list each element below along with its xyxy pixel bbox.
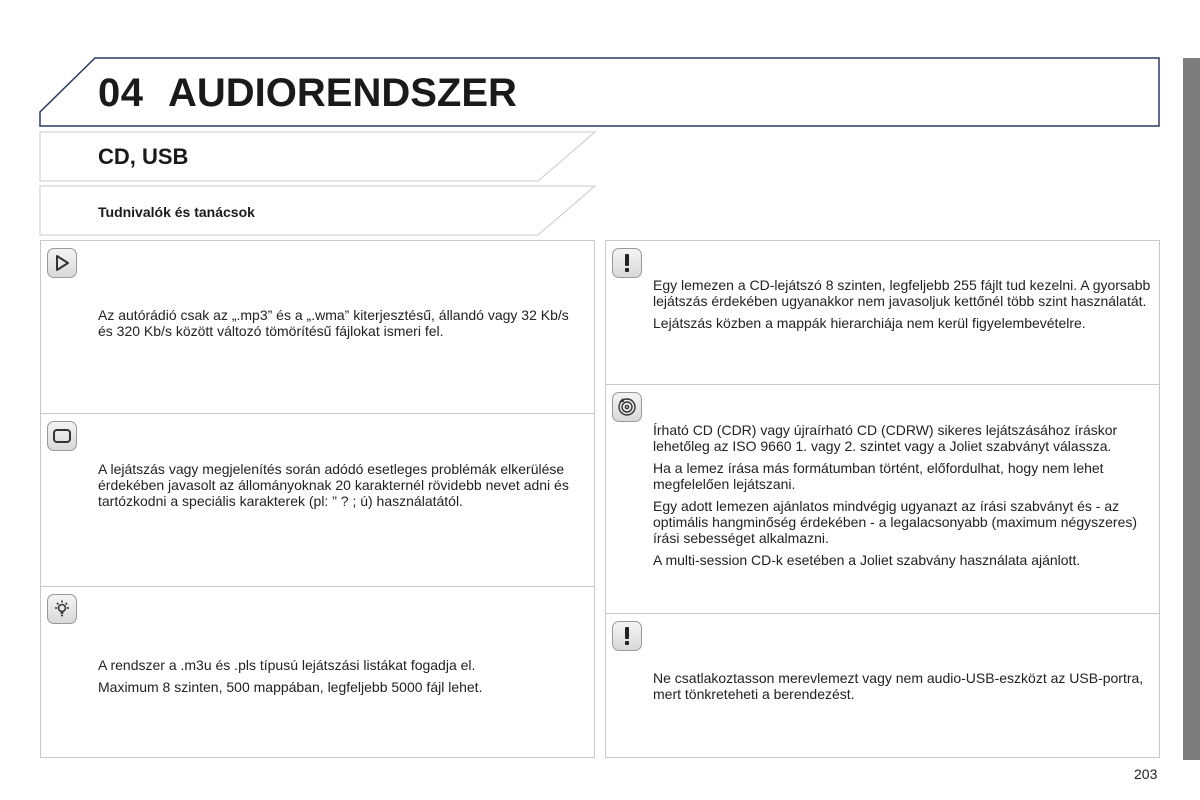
warning-icon bbox=[612, 621, 642, 651]
right-panel-3-text bbox=[653, 670, 1153, 708]
right-panel-1-text bbox=[653, 277, 1153, 337]
right-panel-2 bbox=[605, 384, 1160, 614]
chapter-side-tab bbox=[1183, 58, 1200, 760]
left-panel-1 bbox=[40, 240, 595, 414]
right-panel-3 bbox=[605, 613, 1160, 758]
chapter-title: AUDIORENDSZER bbox=[168, 71, 517, 115]
left-panel-2-text bbox=[98, 461, 586, 515]
paragraph: Az autórádió csak az „.mp3” és a „.wma” kiterjesztésű, állandó vagy 32 Kb/s és 320 Kb/s között változó tömörítésű fájlokat ismeri fel. bbox=[98, 307, 569, 339]
left-panel-2 bbox=[40, 413, 595, 587]
play-icon bbox=[47, 248, 77, 278]
paragraph: Lejátszás közben a mappák hierarchiája nem kerül figyelembevételre. bbox=[653, 315, 1086, 331]
paragraph: A lejátszás vagy megjelenítés során adódó esetleges problémák elkerülése érdekében javasolt az állományoknak 20 karakternél rövidebb nevet adni és tartózkodni a speciális karakterek (pl: ” ? ; ú) használatától. bbox=[98, 461, 569, 509]
right-panel-1 bbox=[605, 240, 1160, 385]
left-panel-3-text bbox=[98, 657, 586, 701]
paragraph: Ha a lemez írása más formátumban történt, előfordulhat, hogy nem lehet megfelelően lejátszani. bbox=[653, 460, 1104, 492]
paragraph: Írható CD (CDR) vagy újraírható CD (CDRW) sikeres lejátszásához íráskor lehetőleg az ISO 9660 1. vagy 2. szintet vagy a Joliet szabványt válassza. bbox=[653, 422, 1118, 454]
left-panel-1-text bbox=[98, 307, 586, 345]
rounded-rectangle-icon bbox=[47, 421, 77, 451]
paragraph: Egy lemezen a CD-lejátszó 8 szinten, legfeljebb 255 fájlt tud kezelni. A gyorsabb lejátszás érdekében ugyanakkor nem javasoljuk kettőnél több szint használatát. bbox=[653, 277, 1151, 309]
paragraph: Egy adott lemezen ajánlatos mindvégig ugyanazt az írási szabványt és - az optimális hangminőség érdekében - a legalacsonyabb (maximum négyszeres) írási sebességet alkalmazni. bbox=[653, 498, 1138, 546]
subsection-title: Tudnivalók és tanácsok bbox=[98, 204, 255, 220]
paragraph: A multi-session CD-k esetében a Joliet szabvány használata ajánlott. bbox=[653, 552, 1081, 568]
page-number: 203 bbox=[1134, 766, 1158, 782]
left-panel-3 bbox=[40, 586, 595, 758]
paragraph: A rendszer a .m3u és .pls típusú lejátszási listákat fogadja el. bbox=[98, 657, 476, 673]
paragraph: Ne csatlakoztasson merevlemezt vagy nem audio-USB-eszközt az USB-portra, mert tönkreteheti a berendezést. bbox=[653, 670, 1144, 702]
chapter-number: 04 bbox=[98, 71, 144, 115]
paragraph: Maximum 8 szinten, 500 mappában, legfeljebb 5000 fájl lehet. bbox=[98, 679, 483, 695]
lightbulb-icon bbox=[47, 594, 77, 624]
right-panel-2-text bbox=[653, 422, 1153, 574]
warning-icon bbox=[612, 248, 642, 278]
recycle-disc-icon bbox=[612, 392, 642, 422]
section-title: CD, USB bbox=[98, 144, 189, 169]
